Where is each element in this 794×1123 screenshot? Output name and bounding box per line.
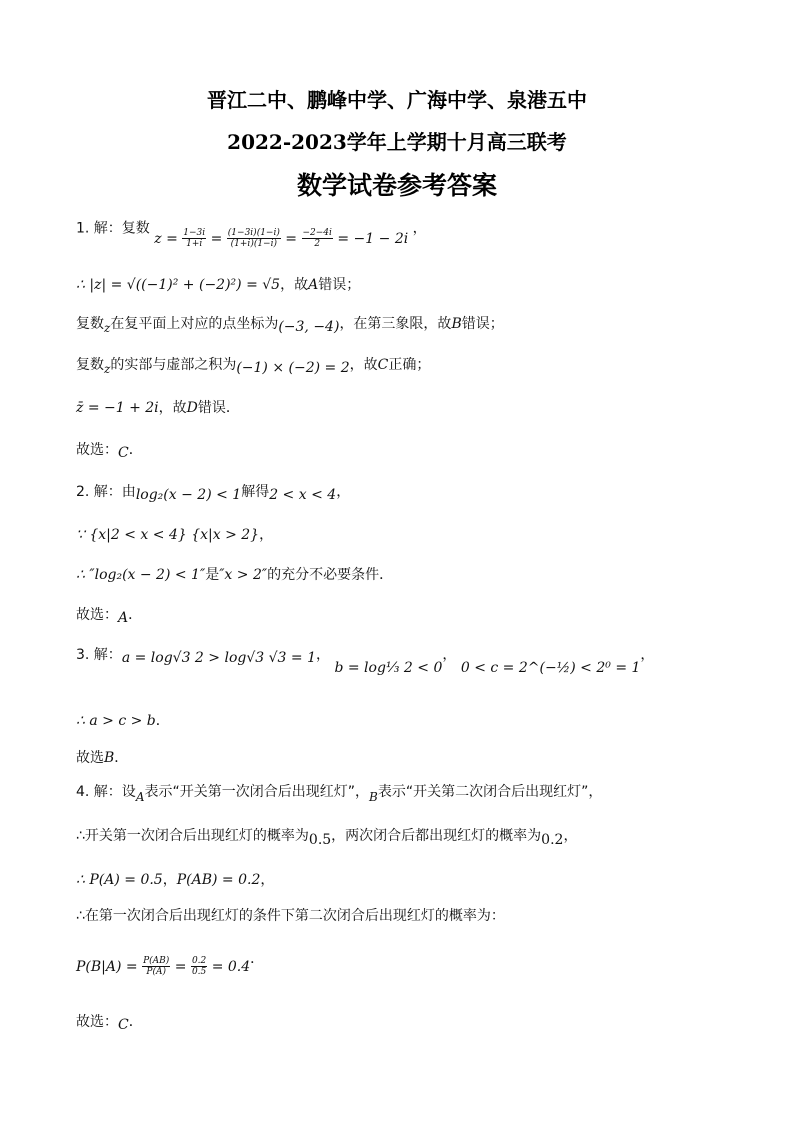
q4-formula: P(B|A) = $\frac{P(AB)}{P(A)}$ = $\frac{0.2}{0.5}$ = 0.4 [76, 956, 251, 977]
fraction: $\frac{-2-4i}{2}$ [302, 228, 332, 249]
fraction: $\frac{1-3i}{1+i}$ [183, 228, 206, 249]
q1-line-1: 1. 解：复数 z = $\frac{1-3i}{1+i}$ = $\frac{(1-3i)(1-i)}{(1+i)(1-i)}$ = $\frac{-2-4i}{2}$ = −1 − 2i ， [76, 220, 427, 249]
fraction: $\frac{(1-3i)(1-i)}{(1+i)(1-i)}$ [227, 228, 280, 249]
q2-line-2: ∵ {x|2 < x < 4} {x|x > 2}， [76, 527, 274, 543]
q4-line-2: ∴开关第一次闭合后出现红灯的概率为0.5，两次闭合后都出现红灯的概率为0.2， [76, 828, 578, 848]
q1-intro: 1. 解：复数 [76, 220, 150, 237]
q4-line-5: P(B|A) = $\frac{P(AB)}{P(A)}$ = $\frac{0.2}{0.5}$ = 0.4． [76, 950, 265, 977]
q3-line-2: ∴ a > c > b． [76, 713, 170, 729]
q1-line-5: z̄ = −1 + 2i，故D错误． [76, 400, 240, 416]
fraction: $\frac{0.2}{0.5}$ [191, 956, 207, 977]
q2-line-1: 2. 解：由log₂(x − 2) < 1解得2 < x < 4， [76, 484, 351, 503]
school-names-title: 晋江二中、鹏峰中学、广海中学、泉港五中 [207, 88, 587, 112]
q4-line-3: ∴ P(A) = 0.5，P(AB) = 0.2， [76, 872, 275, 888]
q1-line-3: 复数z在复平面上对应的点坐标为(−3, −4)，在第三象限，故B错误； [76, 316, 504, 335]
q1-answer: 故选：C． [76, 442, 143, 461]
q3-line-1: 3. 解：a = log√3 2 > log√3 √3 = 1， b = log⅓ 2 < 0， 0 < c = 2^(−½) < 2⁰ = 1， [76, 647, 655, 676]
q1-formula: z = $\frac{1-3i}{1+i}$ = $\frac{(1-3i)(1-i)}{(1+i)(1-i)}$ = $\frac{-2-4i}{2}$ = −1 − 2i [154, 228, 409, 249]
q4-answer: 故选：C． [76, 1014, 143, 1033]
q1-line-4: 复数z的实部与虚部之积为(−1) × (−2) = 2，故C正确； [76, 357, 431, 376]
q4-line-4: ∴在第一次闭合后出现红灯的条件下第二次闭合后出现红灯的概率为： [76, 908, 505, 924]
answer-key-title: 数学试卷参考答案 [296, 171, 497, 200]
q4-line-1: 4. 解：设A表示“开关第一次闭合后出现红灯”，B表示“开关第二次闭合后出现红灯”， [76, 784, 603, 804]
exam-term-title: 2022-2023学年上学期十月高三联考 [227, 130, 567, 154]
q2-line-3: ∴ ″log₂(x − 2) < 1″是″x > 2″的充分不必要条件． [76, 567, 394, 583]
q2-answer: 故选：A． [76, 607, 143, 626]
q1-line-2: ∴ |z| = √((−1)² + (−2)²) = √5，故A错误； [76, 277, 361, 293]
q3-answer: 故选B． [76, 750, 129, 766]
fraction: $\frac{P(AB)}{P(A)}$ [143, 956, 170, 977]
